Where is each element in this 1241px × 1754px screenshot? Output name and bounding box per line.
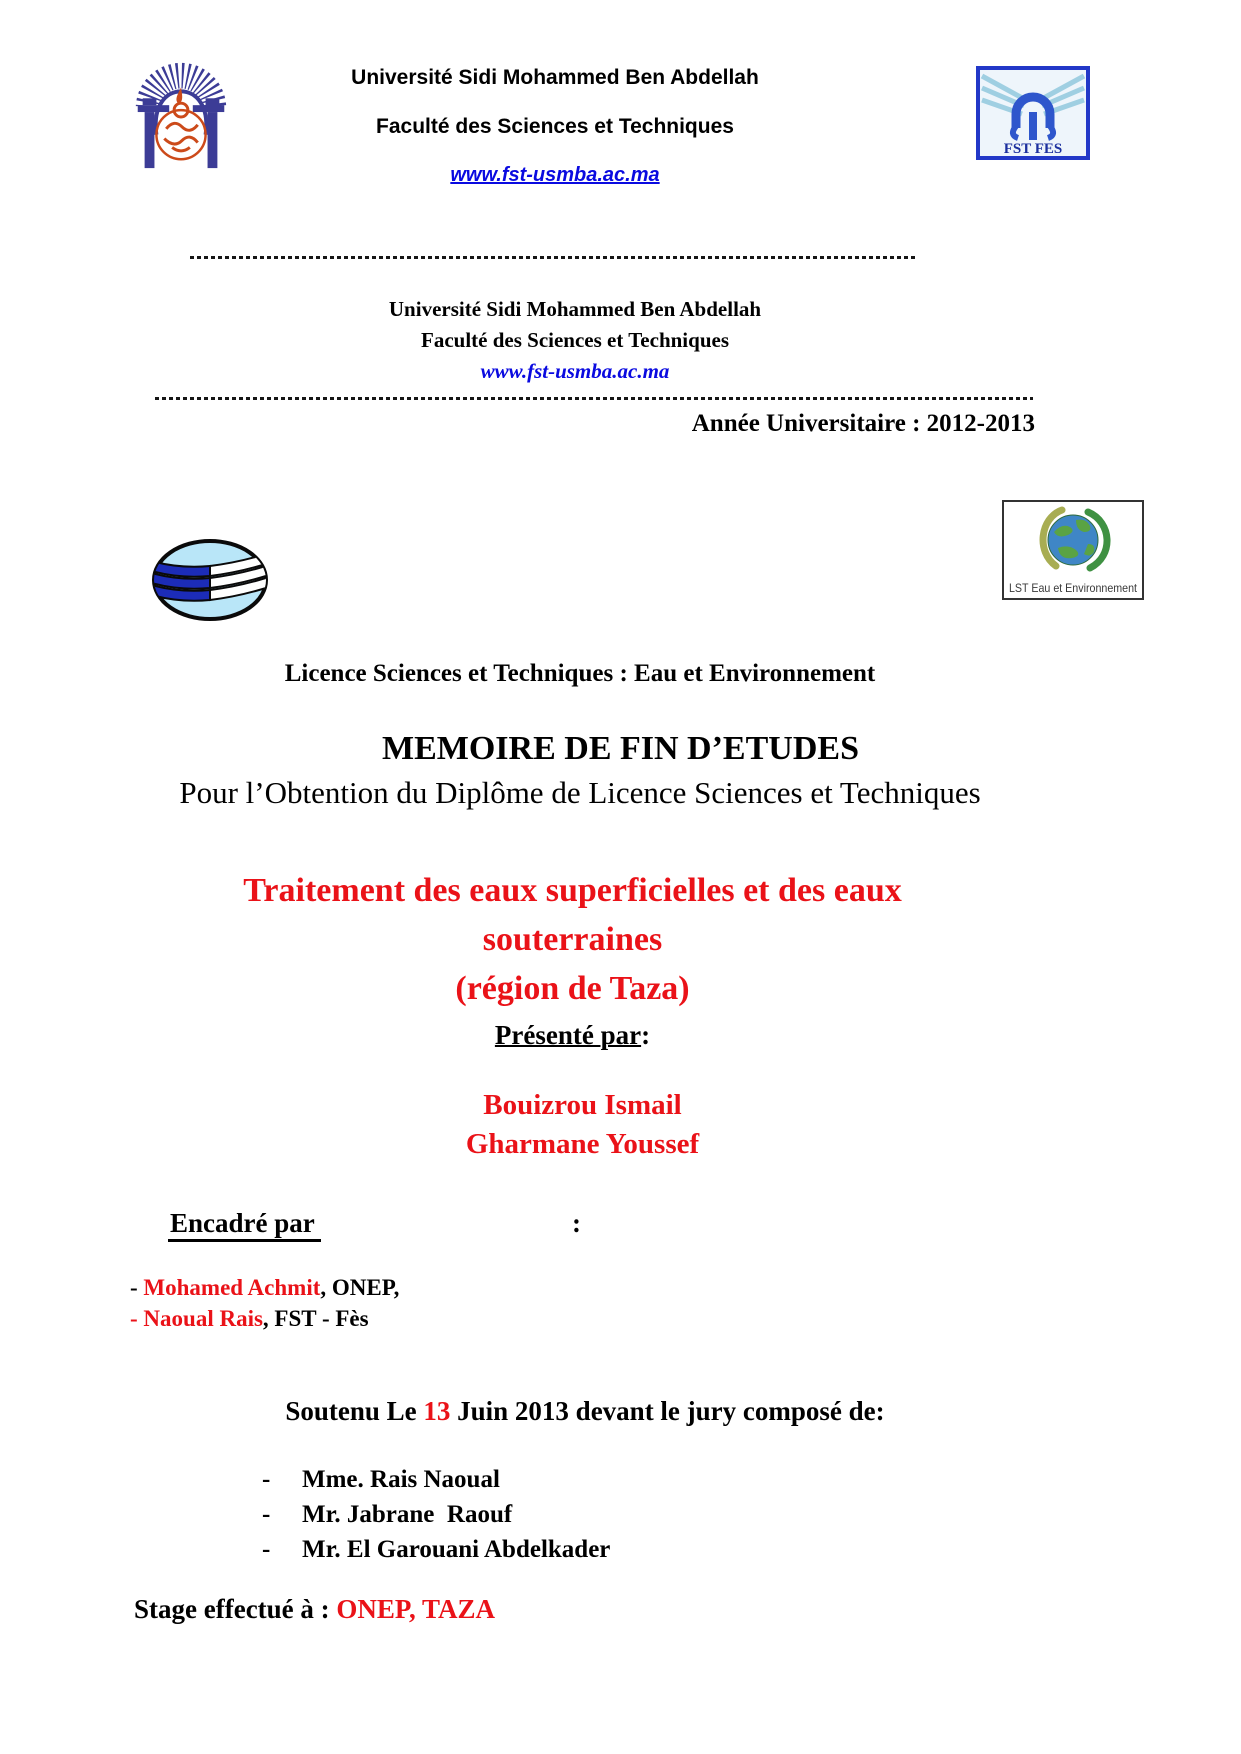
author-name: Bouizrou Ismail	[483, 1089, 682, 1121]
supervised-by-heading	[168, 1208, 768, 1239]
thesis-title-line1: Traitement des eaux superficielles et des eaux	[243, 872, 902, 909]
letterhead-block	[170, 294, 980, 387]
author-name: Gharmane Youssef	[465, 1128, 700, 1160]
internship-line	[134, 1594, 495, 1625]
thesis-title	[0, 866, 1145, 1013]
header-university-name: Université Sidi Mohammed Ben Abdellah	[351, 66, 759, 89]
lst-eau-environnement-logo-icon	[1002, 500, 1144, 600]
fst-fes-logo-text: FST FES	[1003, 141, 1063, 157]
program-title: Licence Sciences et Techniques : Eau et Environnement	[284, 660, 876, 687]
supervisor-line: - Naoual Rais, FST - Fès	[130, 1306, 369, 1331]
lst-logo-caption: LST Eau et Environnement	[1009, 581, 1138, 595]
letterhead-faculty-name: Faculté des Sciences et Techniques	[421, 328, 729, 352]
defense-statement	[0, 1396, 1170, 1427]
letterhead-university-name: Université Sidi Mohammed Ben Abdellah	[388, 297, 762, 321]
internship-location: ONEP, TAZA	[336, 1594, 495, 1624]
academic-year: Année Universitaire : 2012-2013	[691, 410, 1035, 437]
header-block	[150, 66, 960, 187]
degree-purpose: Pour l’Obtention du Diplôme de Licence Sciences et Techniques	[179, 775, 981, 810]
presented-by-label: Présenté par	[494, 1020, 642, 1050]
jury-member: - Mr. El Garouani Abdelkader	[262, 1536, 611, 1563]
letterhead-website-link[interactable]: www.fst-usmba.ac.ma	[480, 359, 670, 383]
header-faculty-name: Faculté des Sciences et Techniques	[376, 115, 734, 138]
supervisors	[130, 1272, 399, 1334]
supervised-by-label: Encadré par	[168, 1208, 321, 1242]
header-website-link[interactable]: www.fst-usmba.ac.ma	[450, 164, 660, 186]
internship-label: Stage effectué à :	[134, 1594, 337, 1624]
defense-date: 13	[423, 1396, 451, 1426]
supervisor-line: - Mohamed Achmit, ONEP,	[130, 1275, 400, 1300]
authors-block	[0, 1086, 1165, 1164]
jury-list	[262, 1462, 610, 1567]
document-type-title: MEMOIRE DE FIN D’ETUDES	[382, 730, 859, 767]
divider-dashed-top	[190, 256, 915, 259]
supervised-by-colon: :	[572, 1208, 581, 1238]
divider-dashed-bottom	[155, 397, 1033, 400]
fst-fes-logo-icon	[976, 66, 1090, 160]
jury-member: - Mme. Rais Naoual	[262, 1466, 500, 1493]
presented-by-heading	[0, 1020, 1145, 1051]
thesis-title-line3: (région de Taza)	[455, 970, 690, 1007]
water-ellipse-logo-icon	[148, 536, 272, 624]
thesis-title-line2: souterraines	[482, 921, 663, 958]
defense-suffix: Juin 2013 devant le jury composé de:	[450, 1396, 885, 1426]
presented-by-colon: :	[641, 1020, 651, 1050]
jury-member: - Mr. Jabrane Raouf	[262, 1501, 513, 1528]
defense-prefix: Soutenu Le	[285, 1396, 424, 1426]
